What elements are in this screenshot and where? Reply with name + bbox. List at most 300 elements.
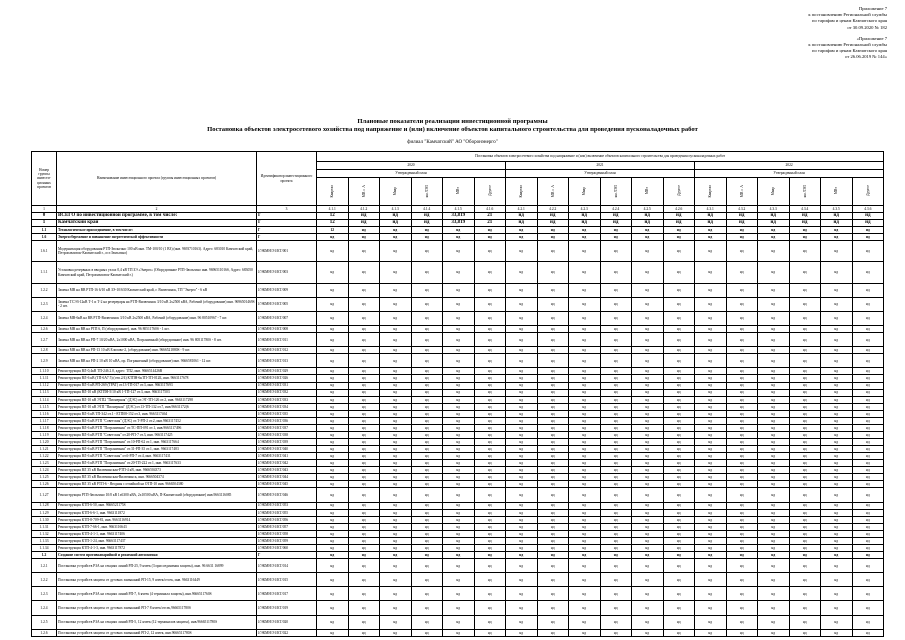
cell-value: нд xyxy=(663,297,695,311)
cell-value-2020: нд xyxy=(443,552,475,559)
cell-project-name: Постановка устройств РЗА на секциях линий РП-7, 6 ячеек (4 терминала защиты), инв.9666511760S xyxy=(57,587,257,601)
cell-project-id: J/ЭКМН/Э1/КТ/045 xyxy=(257,481,317,488)
cell-value: нд xyxy=(789,396,821,403)
cell-project-name: Реконструкция КТП-6-6-1, инв. 9663111872 xyxy=(57,509,257,516)
cell-value: нд xyxy=(852,552,884,559)
cell-number: 1.6 xyxy=(32,234,57,241)
cell-value: нд xyxy=(821,234,853,241)
cell-value: нд xyxy=(758,552,790,559)
cell-value: нд xyxy=(821,552,853,559)
cell-value: нд xyxy=(758,467,790,474)
cell-value: нд xyxy=(852,227,884,234)
table-row xyxy=(32,629,884,636)
cell-value: нд xyxy=(789,410,821,417)
cell-value: нд xyxy=(600,530,632,537)
column-code: 4.1.6 xyxy=(474,206,506,213)
table-row xyxy=(32,410,884,417)
cell-value: нд xyxy=(852,474,884,481)
cell-value-2020: нд xyxy=(317,481,349,488)
cell-value: нд xyxy=(569,481,601,488)
cell-value-2020: нд xyxy=(474,601,506,615)
cell-value: нд xyxy=(726,326,758,333)
header-unit xyxy=(569,178,601,206)
cell-value-2020: нд xyxy=(411,587,443,601)
cell-value-2020: нд xyxy=(443,516,475,523)
cell-value: нд xyxy=(821,467,853,474)
cell-value: нд xyxy=(821,446,853,453)
cell-value: нд xyxy=(506,227,538,234)
cell-value: нд xyxy=(695,460,727,467)
cell-value-2020: нд xyxy=(411,241,443,262)
cell-value: нд xyxy=(537,368,569,375)
cell-value: нд xyxy=(789,262,821,283)
cell-value-2020: нд xyxy=(443,488,475,502)
cell-value: нд xyxy=(726,481,758,488)
cell-value: нд xyxy=(758,573,790,587)
cell-value: нд xyxy=(789,439,821,446)
cell-number: 1.2 xyxy=(32,552,57,559)
appendix-line: от 30.09.2020 № 182 xyxy=(847,24,887,30)
cell-value-2020: нд xyxy=(348,220,380,227)
cell-value: нд xyxy=(537,629,569,636)
cell-value: нд xyxy=(506,333,538,347)
cell-value: нд xyxy=(569,460,601,467)
cell-value: нд xyxy=(726,439,758,446)
cell-number: 1.1.15 xyxy=(32,403,57,410)
header-unit xyxy=(506,178,538,206)
cell-value: нд xyxy=(821,424,853,431)
cell-value: нд xyxy=(569,431,601,438)
cell-value: нд xyxy=(632,502,664,509)
cell-value-2020: нд xyxy=(348,587,380,601)
cell-value: нд xyxy=(852,615,884,629)
cell-value-2020: нд xyxy=(474,530,506,537)
cell-value-2020: нд xyxy=(348,241,380,262)
cell-value-2020: нд xyxy=(411,552,443,559)
appendix-line: к постановлению Региональной службы xyxy=(808,12,887,18)
cell-value: нд xyxy=(726,354,758,368)
cell-number: 1.6.1 xyxy=(32,241,57,262)
column-code: 4.3.6 xyxy=(852,206,884,213)
cell-value: нд xyxy=(852,234,884,241)
cell-value-2020: нд xyxy=(317,396,349,403)
cell-project-name: Реконструкция ВЛ-6 кВ РТП "Советская" (ДЭС) от.Т-РП-2 от.2, инв.9663117452 xyxy=(57,417,257,424)
cell-value: нд xyxy=(726,431,758,438)
cell-value: нд xyxy=(726,396,758,403)
cell-number: 1.1.1 xyxy=(32,262,57,283)
cell-value: нд xyxy=(569,502,601,509)
cell-project-name: Реконструкция ВЛ-0,4кВ ТП-246 2.0, адрес: ТП2, инв. 9666514426В xyxy=(57,368,257,375)
cell-value: нд xyxy=(758,389,790,396)
cell-value: нд xyxy=(506,410,538,417)
header-group-number: Номер группы инвести-ционных проектов xyxy=(32,152,57,206)
cell-value: нд xyxy=(695,227,727,234)
cell-value: нд xyxy=(506,502,538,509)
header-year: 2022 xyxy=(695,162,884,170)
cell-value: нд xyxy=(852,502,884,509)
cell-value-2020: нд xyxy=(443,354,475,368)
cell-value-2020: нд xyxy=(348,283,380,297)
cell-value: нд xyxy=(758,509,790,516)
cell-value: нд xyxy=(789,347,821,354)
cell-value: нд xyxy=(852,587,884,601)
cell-value: нд xyxy=(632,573,664,587)
cell-value: нд xyxy=(600,241,632,262)
cell-value: нд xyxy=(726,262,758,283)
header-unit xyxy=(317,178,349,206)
cell-value: нд xyxy=(600,516,632,523)
cell-value: нд xyxy=(821,629,853,636)
cell-value-2020: нд xyxy=(317,439,349,446)
cell-project-id: J/ЭКМН/Э1/КТ/043 xyxy=(257,467,317,474)
cell-value-2020: нд xyxy=(348,516,380,523)
header-unit-label: Мвар xyxy=(393,186,398,196)
cell-value: нд xyxy=(506,297,538,311)
cell-value: нд xyxy=(758,481,790,488)
cell-number: 1.1.12 xyxy=(32,382,57,389)
cell-value: нд xyxy=(600,227,632,234)
header-unit-label: МВ×А xyxy=(550,184,555,197)
cell-value-2020: нд xyxy=(443,544,475,551)
cell-value: нд xyxy=(506,347,538,354)
cell-value: нд xyxy=(663,417,695,424)
cell-value-2020: нд xyxy=(348,410,380,417)
cell-value: нд xyxy=(632,375,664,382)
cell-value: нд xyxy=(569,368,601,375)
cell-project-name: Реконструкция ВЛ-6 кВ РТП "Пограничная" от.20-ТП-222 от.1, инв. 9663117633 xyxy=(57,460,257,467)
cell-value: нд xyxy=(758,587,790,601)
cell-value-2020: нд xyxy=(317,488,349,502)
appendix-line: к постановлению Региональной службы xyxy=(808,42,887,48)
cell-project-name: Камчатский край xyxy=(57,220,257,227)
cell-value-2020: нд xyxy=(348,417,380,424)
cell-value: нд xyxy=(789,368,821,375)
cell-number: 1.2.5 xyxy=(32,615,57,629)
cell-value-2020: нд xyxy=(380,333,412,347)
cell-value-2020: нд xyxy=(443,227,475,234)
cell-value-2020: нд xyxy=(317,375,349,382)
cell-value: нд xyxy=(632,537,664,544)
column-code: 4.3.3 xyxy=(758,206,790,213)
cell-value: нд xyxy=(600,453,632,460)
cell-value-2020: нд xyxy=(380,439,412,446)
cell-value-2020: 12 xyxy=(317,227,349,234)
cell-value-2020: нд xyxy=(474,467,506,474)
cell-value: нд xyxy=(600,382,632,389)
cell-project-name: Создание систем противоаварийной и режимной автоматики xyxy=(57,552,257,559)
table-row xyxy=(32,347,884,354)
cell-value-2020: нд xyxy=(380,417,412,424)
cell-value: нд xyxy=(663,460,695,467)
cell-project-id: J/ЭКМН/Э1/КТ/036 xyxy=(257,417,317,424)
cell-value-2020: нд xyxy=(348,213,380,220)
cell-project-name: Постановка устройств РЗА на секциях линий РП-25, 9 ячеек (3 присоединения защиты), инв. 96 6631 16899 xyxy=(57,559,257,573)
cell-value: нд xyxy=(789,453,821,460)
cell-value: нд xyxy=(569,311,601,325)
cell-value-2020: нд xyxy=(474,615,506,629)
cell-value: нд xyxy=(695,601,727,615)
cell-value: нд xyxy=(537,516,569,523)
cell-value: нд xyxy=(600,234,632,241)
cell-value-2020: нд xyxy=(443,424,475,431)
cell-value-2020: нд xyxy=(474,403,506,410)
cell-value: нд xyxy=(600,587,632,601)
cell-value: нд xyxy=(663,587,695,601)
cell-number: 1.1.10 xyxy=(32,368,57,375)
cell-value: нд xyxy=(695,523,727,530)
cell-value-2020: нд xyxy=(380,311,412,325)
cell-value: нд xyxy=(852,460,884,467)
cell-value-2020: нд xyxy=(380,213,412,220)
cell-project-id: J/ЭКМН/Э1/КТ/026 xyxy=(257,375,317,382)
cell-value: нд xyxy=(758,375,790,382)
table-row xyxy=(32,417,884,424)
cell-project-id: J/ЭКМН/Э1/КТ/012 xyxy=(257,347,317,354)
cell-value: нд xyxy=(600,424,632,431)
cell-project-id: J/ЭКМН/Э1/КТ/046 xyxy=(257,488,317,502)
cell-number: 1.1.29 xyxy=(32,509,57,516)
cell-value-2020: нд xyxy=(443,439,475,446)
cell-value: нд xyxy=(600,544,632,551)
cell-number: 1.1.25 xyxy=(32,474,57,481)
cell-number: 1.1.27 xyxy=(32,488,57,502)
cell-project-name: Установка резервных в вводных узлах 0,4 кВ ТП ЗЭ «Энерго» (Оборудование РТП-Зюльгино инв. 9696511016S, Адрес: 683050 Камчатский край, Петропавловск-Камчатский г.) xyxy=(57,262,257,283)
cell-project-name: Реконструкция ВЛ-6 кВ (ТП-6А7 5) (отп.2/4) КТПН-6кТП-ТП-012Б, инв. 9663117678 xyxy=(57,375,257,382)
cell-project-id: J/ЭКМН/Э1/КТ/007 xyxy=(257,311,317,325)
cell-value: нд xyxy=(537,523,569,530)
cell-value-2020: нд xyxy=(380,354,412,368)
cell-value: нд xyxy=(726,530,758,537)
cell-value: нд xyxy=(695,403,727,410)
cell-value: нд xyxy=(569,326,601,333)
table-row xyxy=(32,241,884,262)
cell-value-2020: нд xyxy=(411,474,443,481)
cell-value-2020: нд xyxy=(411,417,443,424)
cell-value: нд xyxy=(852,220,884,227)
cell-value-2020: 21 xyxy=(474,220,506,227)
cell-value-2020: нд xyxy=(411,537,443,544)
column-code: 4.2.2 xyxy=(537,206,569,213)
cell-value-2020: нд xyxy=(380,460,412,467)
header-unit-label: км ЛЭП xyxy=(613,184,618,198)
cell-value-2020: нд xyxy=(348,403,380,410)
cell-value: нд xyxy=(632,389,664,396)
cell-value: нд xyxy=(506,481,538,488)
cell-value-2020: нд xyxy=(474,439,506,446)
cell-value: нд xyxy=(758,396,790,403)
cell-value: нд xyxy=(758,488,790,502)
cell-value-2020: нд xyxy=(380,516,412,523)
table-row xyxy=(32,213,884,220)
cell-value: нд xyxy=(852,559,884,573)
appendix-line: по тарифам и ценам Камчатского края xyxy=(812,48,887,54)
cell-value-2020: нд xyxy=(380,530,412,537)
header-project-id: Идентификатор инвестиционного проекта xyxy=(257,152,317,206)
cell-number: 1.1.34 xyxy=(32,544,57,551)
cell-value: нд xyxy=(695,474,727,481)
cell-value: нд xyxy=(600,601,632,615)
column-code: 4.1.1 xyxy=(317,206,349,213)
cell-project-id: J/ЭКМН/Э1/КТ/033 xyxy=(257,396,317,403)
cell-value-2020: нд xyxy=(317,333,349,347)
cell-value-2020: 33,819 xyxy=(443,213,475,220)
table-row xyxy=(32,523,884,530)
cell-value: нд xyxy=(758,220,790,227)
cell-value: нд xyxy=(726,552,758,559)
cell-value-2020: нд xyxy=(317,530,349,537)
cell-value-2020: нд xyxy=(474,431,506,438)
cell-value: нд xyxy=(632,509,664,516)
header-unit xyxy=(789,178,821,206)
cell-project-id: J/ЭКМН/Э1/КТ/008 xyxy=(257,326,317,333)
cell-value: нд xyxy=(852,410,884,417)
cell-value-2020: нд xyxy=(380,396,412,403)
column-code: 4.2.5 xyxy=(632,206,664,213)
cell-value: нд xyxy=(789,537,821,544)
table-row xyxy=(32,375,884,382)
cell-project-id: J/ЭКМН/Э1/КТ/059 xyxy=(257,537,317,544)
cell-value: нд xyxy=(789,354,821,368)
cell-value-2020: нд xyxy=(474,424,506,431)
cell-value-2020: нд xyxy=(443,615,475,629)
cell-value-2020: нд xyxy=(380,552,412,559)
cell-value: нд xyxy=(821,311,853,325)
cell-value-2020: нд xyxy=(380,410,412,417)
cell-value: нд xyxy=(632,530,664,537)
cell-value-2020: нд xyxy=(348,544,380,551)
column-code: 4.3.1 xyxy=(695,206,727,213)
header-unit xyxy=(632,178,664,206)
header-unit xyxy=(537,178,569,206)
cell-value-2020: нд xyxy=(348,354,380,368)
cell-value: нд xyxy=(600,467,632,474)
cell-value-2020: нд xyxy=(474,375,506,382)
cell-value: нд xyxy=(821,474,853,481)
cell-project-name: Реконструкция КТП-7-66-1, инв. 9663116643 xyxy=(57,523,257,530)
cell-value: нд xyxy=(569,424,601,431)
cell-value: нд xyxy=(600,326,632,333)
cell-number: 1.1.33 xyxy=(32,537,57,544)
cell-value: нд xyxy=(569,213,601,220)
cell-value-2020: нд xyxy=(443,417,475,424)
cell-number: 1.1.31 xyxy=(32,523,57,530)
cell-value: нд xyxy=(537,502,569,509)
cell-value: нд xyxy=(632,297,664,311)
document-titles xyxy=(0,118,905,146)
cell-value: нд xyxy=(821,460,853,467)
cell-value: нд xyxy=(600,403,632,410)
cell-value: нд xyxy=(821,354,853,368)
cell-value-2020: нд xyxy=(380,446,412,453)
cell-value: нд xyxy=(537,396,569,403)
cell-value: нд xyxy=(632,601,664,615)
cell-value: нд xyxy=(821,431,853,438)
cell-value-2020: нд xyxy=(348,615,380,629)
cell-value: нд xyxy=(726,488,758,502)
cell-value: нд xyxy=(852,311,884,325)
cell-value-2020: нд xyxy=(348,537,380,544)
cell-value: нд xyxy=(600,213,632,220)
cell-value: нд xyxy=(663,262,695,283)
cell-value: нд xyxy=(506,523,538,530)
cell-value: нд xyxy=(695,516,727,523)
cell-project-name: Реконструкция КТП-8-709-81, инв. 9663116914 xyxy=(57,516,257,523)
cell-value-2020: нд xyxy=(443,587,475,601)
cell-value: нд xyxy=(789,467,821,474)
cell-value-2020: нд xyxy=(317,354,349,368)
cell-value-2020: нд xyxy=(317,382,349,389)
cell-value: нд xyxy=(695,297,727,311)
cell-value-2020: нд xyxy=(411,283,443,297)
cell-number: 1.2.8 xyxy=(32,347,57,354)
cell-value: нд xyxy=(852,241,884,262)
cell-number: 1.2.4 xyxy=(32,601,57,615)
cell-value-2020: нд xyxy=(411,375,443,382)
cell-value-2020: нд xyxy=(317,389,349,396)
cell-number: 1.1.32 xyxy=(32,530,57,537)
appendix-line: «Приложение 7 xyxy=(856,35,887,41)
cell-value-2020: нд xyxy=(443,333,475,347)
cell-value: нд xyxy=(537,460,569,467)
cell-value: нд xyxy=(695,326,727,333)
cell-project-id: Г xyxy=(257,213,317,220)
cell-value: нд xyxy=(821,587,853,601)
cell-value: нд xyxy=(537,559,569,573)
cell-value: нд xyxy=(821,389,853,396)
column-code: 3 xyxy=(257,206,317,213)
cell-value: нд xyxy=(632,241,664,262)
cell-value: нд xyxy=(758,347,790,354)
cell-value: нд xyxy=(789,629,821,636)
cell-value-2020: нд xyxy=(317,424,349,431)
cell-project-name: Замена МВ на ВВ на РП-2 10 кВ 10 кВА, пр. Пограничный (оборудование) инв. 9666581061 - 12 шт. xyxy=(57,354,257,368)
cell-value-2020: нд xyxy=(443,403,475,410)
cell-value-2020: нд xyxy=(411,220,443,227)
cell-value: нд xyxy=(632,403,664,410)
cell-value: нд xyxy=(506,213,538,220)
cell-value: нд xyxy=(600,368,632,375)
cell-value: нд xyxy=(789,297,821,311)
cell-value: нд xyxy=(506,615,538,629)
cell-value-2020: нд xyxy=(411,326,443,333)
cell-value: нд xyxy=(506,446,538,453)
cell-value: нд xyxy=(663,311,695,325)
cell-value: нд xyxy=(758,502,790,509)
cell-value: нд xyxy=(537,311,569,325)
cell-value: нд xyxy=(663,509,695,516)
cell-value: нд xyxy=(726,311,758,325)
company-name: филиал "Камчатский" АО "Оборонэнерго" xyxy=(407,140,498,145)
cell-value: нд xyxy=(632,311,664,325)
cell-value: нд xyxy=(569,530,601,537)
cell-value-2020: нд xyxy=(411,382,443,389)
cell-value-2020: нд xyxy=(348,488,380,502)
cell-value: нд xyxy=(726,601,758,615)
cell-value: нд xyxy=(821,283,853,297)
header-year: 2020 xyxy=(317,162,506,170)
cell-value: нд xyxy=(506,382,538,389)
cell-value: нд xyxy=(758,333,790,347)
cell-value: нд xyxy=(695,552,727,559)
cell-value: нд xyxy=(537,481,569,488)
cell-value: нд xyxy=(852,509,884,516)
cell-value: нд xyxy=(758,262,790,283)
cell-project-id: J/ЭКМН/Э1/КТ/035 xyxy=(257,410,317,417)
cell-value: нд xyxy=(695,333,727,347)
cell-value-2020: нд xyxy=(474,481,506,488)
cell-value: нд xyxy=(600,488,632,502)
table-row xyxy=(32,446,884,453)
